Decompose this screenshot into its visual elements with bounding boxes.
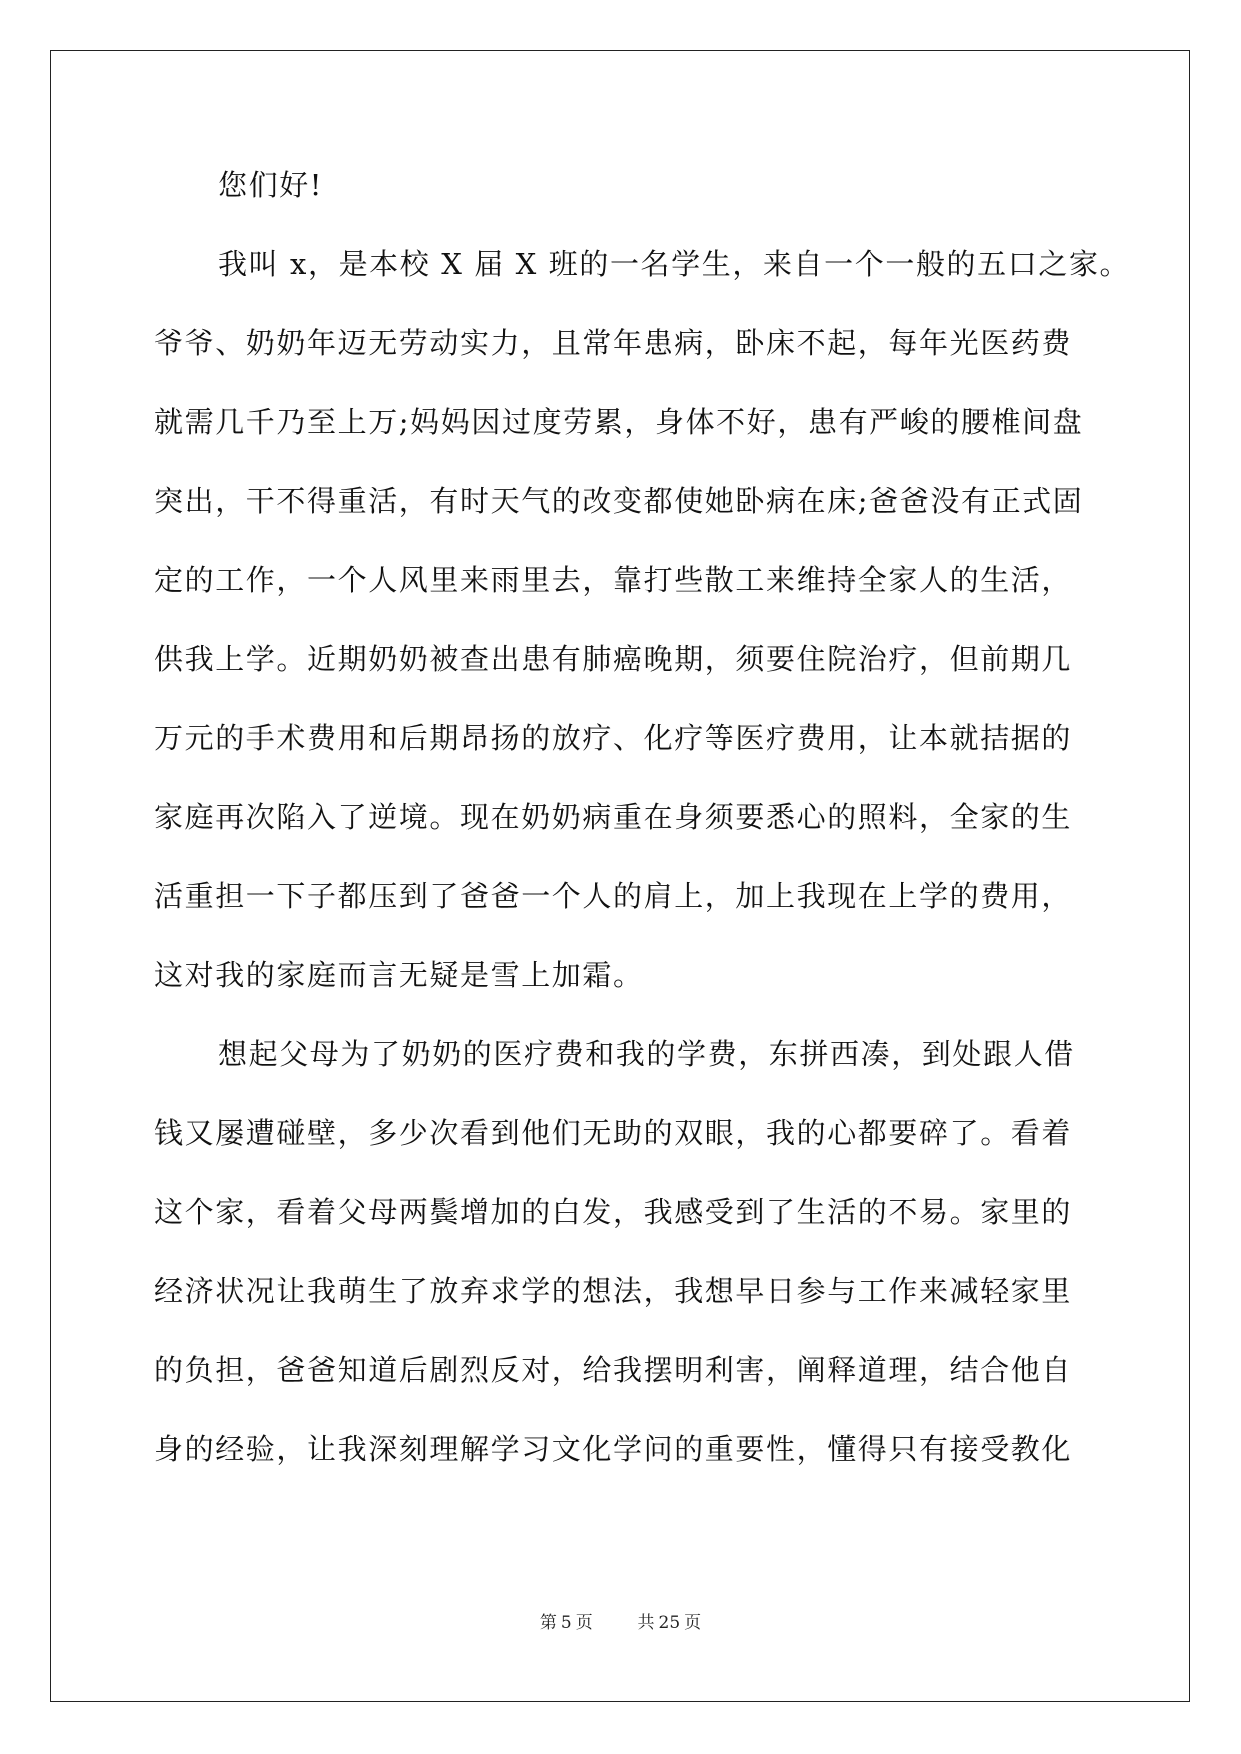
text-line: 身的经验，让我深刻理解学习文化学问的重要性，懂得只有接受教化: [154, 1432, 1073, 1466]
text-line: 您们好!: [218, 168, 324, 202]
text-line: 就需几千乃至上万;妈妈因过度劳累，身体不好，患有严峻的腰椎间盘: [154, 405, 1084, 439]
page-prefix: 第: [539, 1613, 557, 1633]
total-pages: 25: [658, 1613, 681, 1633]
text-line: 定的工作，一个人风里来雨里去，靠打些散工来维持全家人的生活，: [154, 563, 1073, 597]
text-line: 这个家，看着父母两鬓增加的白发，我感受到了生活的不易。家里的: [154, 1195, 1073, 1229]
text-line: 想起父母为了奶奶的医疗费和我的学费，东拼西凑，到处跟人借: [218, 1037, 1075, 1071]
document-body: [154, 160, 1131, 1503]
text-line: 家庭再次陷入了逆境。现在奶奶病重在身须要悉心的照料，全家的生: [154, 800, 1073, 834]
page-suffix: 页: [575, 1613, 593, 1633]
total-prefix: 共: [637, 1613, 655, 1633]
text-line: 我叫 x，是本校 X 届 X 班的一名学生，来自一个一般的五口之家。: [218, 247, 1131, 281]
text-line: 钱又屡遭碰壁，多少次看到他们无助的双眼，我的心都要碎了。看着: [154, 1116, 1073, 1150]
text-line: 这对我的家庭而言无疑是雪上加霜。: [154, 958, 644, 992]
text-line: 万元的手术费用和后期昂扬的放疗、化疗等医疗费用，让本就拮据的: [154, 721, 1073, 755]
page-footer: [0, 1608, 1241, 1633]
text-line: 突出，干不得重活，有时天气的改变都使她卧病在床;爸爸没有正式固: [154, 484, 1084, 518]
text-line: 的负担，爸爸知道后剧烈反对，给我摆明利害，阐释道理，结合他自: [154, 1353, 1073, 1387]
text-line: 活重担一下子都压到了爸爸一个人的肩上，加上我现在上学的费用，: [154, 879, 1073, 913]
page-number: 5: [560, 1613, 572, 1633]
text-line: 供我上学。近期奶奶被查出患有肺癌晚期，须要住院治疗，但前期几: [154, 642, 1073, 676]
total-suffix: 页: [684, 1613, 702, 1633]
text-line: 经济状况让我萌生了放弃求学的想法，我想早日参与工作来减轻家里: [154, 1274, 1073, 1308]
text-line: 爷爷、奶奶年迈无劳动实力，且常年患病，卧床不起，每年光医药费: [154, 326, 1073, 360]
